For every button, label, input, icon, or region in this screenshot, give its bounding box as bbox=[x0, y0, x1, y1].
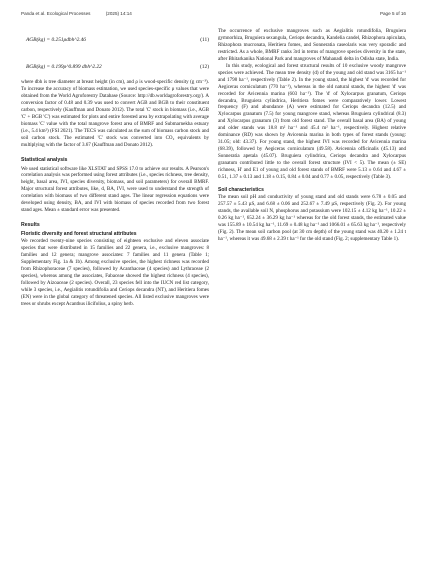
paragraph-mangrove-occurrence: The occurrence of exclusive mangroves such as Aegialitis rotundifolia, Bruguiera gymnorhiza, Bruguiera sexangula, Ceriops decandra, Kandelia candel, Rhizophora apiculata, Rhizophora mucronata, Heritiera fomes, and Sonneratia caseolaris was very sporadic and restricted. As a whole, BMRF ranks 3rd in terms of mangrove species diversity in the state, after Bhitarkanika National Park and mangroves of Mahanadi delta in Odisha state, India. bbox=[218, 28, 406, 62]
right-column bbox=[218, 28, 406, 243]
paragraph-soil-characteristics: The mean soil pH and conductivity of young stand and old stands were 6.78 ± 0.05 and 257.57 ± 5.43 µS, and 6.68 ± 0.06 and 252.67 ± 7.49 µS, respectively (Fig. 2). For young stands, the available soil N, phosphorus and potassium were 102.15 ± 4.12 kg ha⁻¹, 10.22 ± 0.26 kg ha⁻¹, 652.24 ± 36.29 kg ha⁻¹ whereas for the old forest stands, the estimated value was 155.89 ± 10.54 kg ha⁻¹, 11.69 ± 0.48 kg ha⁻¹ and 1066.01 ± 65.63 kg ha⁻¹, respectively (Fig. 2). The mean soil carbon pool (at 30 cm depth) of the young stand was 40.20 ± 1.24 t ha⁻¹, whereas it was 49.68 ± 2.39 t ha⁻¹ for the old stand (Fig. 2; supplementary Table 1). bbox=[218, 193, 406, 242]
equation-11-formula: AGB(kg) = 0.251ρdbh^2.46 bbox=[26, 37, 86, 43]
paragraph-biomass-carbon: where dbh is tree diameter at breast height (in cm), and ρ is wood-specific density (g cm⁻³). To increase the accuracy of biomass estimation, we used species-specific ρ values that were obtained from the World Agroforestry Database (Source: http://db.worldagroforestry.org/). A conversion factor of 0.48 and 0.39 was used to convert AGB and BGB to their constituent carbon, respectively (Kauffman and Donato 2012). The total 'C' stock in biomass (i.e., AGB 'C' + BGB 'C') was estimated for plots and entire forested area by extrapolating with average biomass 'C' value with the total mangrove forest area of BMRF and Submarnekha estuary (i.e., 5.4 km²) (FSI 2021). The TECS was calculated as the sum of biomass carbon stock and soil carbon stock. The estimated 'C' stock was converted into CO₂ equivalents by multiplying with the factor of 3.67 (Kauffman and Donato 2012). bbox=[21, 79, 209, 148]
running-header bbox=[21, 11, 406, 21]
heading-statistical-analysis: Statistical analysis bbox=[21, 156, 68, 163]
equation-11 bbox=[21, 34, 209, 48]
heading-soil-characteristics: Soil characteristics bbox=[218, 186, 264, 193]
heading-floristic-diversity: Floristic diversity and forest structural attributes bbox=[21, 231, 137, 238]
left-column bbox=[21, 28, 209, 308]
header-year-volume: (2025) 14:14 bbox=[105, 11, 132, 16]
paragraph-floristic-diversity: We recorded twenty-nine species consisting of eighteen exclusive and eleven associate species that were distributed in 15 families and 22 genera, i.e., exclusive mangroves: 8 families and 12 genera; mangrove associates: 7 families and 11 genera (Table 1; Supplementary Fig. 1a & 1b). Among exclusive species, the highest richness was recorded from Rhizophoraceae (7 species), followed by Acanthaceae (4 species) and Lythraceae (2 species), whereas among the associates, Fabaceae showed the highest richness (4 species), followed by Aizoaceae (2 species). Overall, 23 species fell into the IUCN red list category, while 3 species, i.e., Aegialitis rotundifolia and Ceriops decandra (NT), and Heritiera fomes (EN) were in the global category of threatened species. All listed exclusive mangroves were trees or shrubs except Acanthus ilicifolius, a spiny herb. bbox=[21, 238, 209, 307]
header-journal: Panda et al. Ecological Processes bbox=[21, 11, 91, 16]
header-page-number: Page 5 of 16 bbox=[379, 11, 406, 16]
equation-11-number: (11) bbox=[200, 37, 209, 43]
header-citation bbox=[21, 11, 146, 16]
equation-12-formula: BGB(kg) = 0.199ρ^0.899 dbh^2.22 bbox=[26, 64, 102, 70]
equation-12-number: (12) bbox=[200, 64, 209, 70]
equation-12 bbox=[21, 61, 209, 75]
heading-results: Results bbox=[21, 222, 40, 229]
paragraph-statistical-analysis: We used statistical software like XLSTAT and SPSS 17.0 to achieve our results. A Pearson's correlation analysis was performed using forest attributes (i.e., species richness, tree density, height, basal area, IVI, species diversity, biomass, and soil parameters) for overall BMRF. Major structural forest attributes, like, d, BA, IVI, were used to understand the strength of correlation with biomass of two different stand ages. The linear regression equations were developed using density, BA, and IVI with biomass of species recorded from two forest stand ages. Mean ± standard error was presented. bbox=[21, 165, 209, 214]
paragraph-forest-structure: In this study, ecological and forest structural results of 10 exclusive woody mangrove species were achieved. The mean tree density (d) of the young and old stand was 3165 ha⁻¹ and 1798 ha⁻¹, respectively (Table 2). In the young stand, the highest 'd' was recorded for Aegiceras corniculatum (770 ha⁻¹), whereas in the old natural stands, the highest 'd' was recorded for Avicennia marina (603 ha⁻¹). The 'd' of Xylocarpus granatum, Ceriops decandra, Bruguiera cylindrica, Heritiera fomes were comparatively lower. Lowest frequency (F) and abundance (A) were estimated for Ceriops decandra (12.5) and Xylocarpus granatum (7.5) for young mangrove stand, whereas Bruguiera cylindrical (8.3) and Xylocarpus granatum (3) from old forest stand. The overall basal area (BA) of young and older stands was 18.8 m² ha⁻¹ and 45.4 m² ha⁻¹, respectively. Highest relative dominance (RD) was shown by Avicennia marina in both types of forest stands (young: 31.05; old: 43.37). For young stand, the highest IVI was recorded for Avicennia marina (68.39), followed by Aegiceras corniculatum (49.58). Avicennia officinalis (45.13) and Sonneratia apetala (45.07). Bruguiera cylindrica, Ceriops decandra and Xylocarpus granatum contributed little to the overall forest structure (IVI < 5). The mean (± SE) richness, H' and E1 of young and old forest stands of BMRF were 5.13 ± 0.64 and 4.67 ± 0.51, 1.37 ± 0.13 and 1.18 ± 0.15, 0.84 ± 0.04 and 0.77 ± 0.05, respectively (Table 3). bbox=[218, 62, 406, 181]
